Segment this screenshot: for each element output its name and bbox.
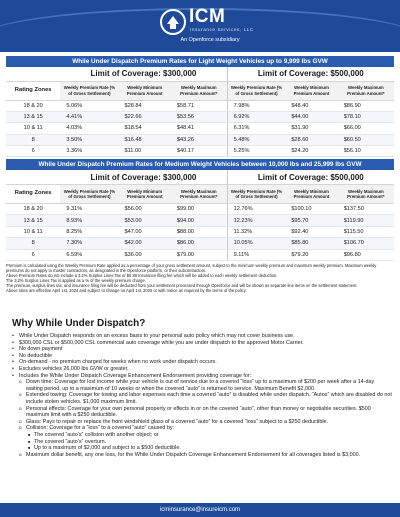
table-cell: 6.31% [227,123,285,134]
table-cell: $18.54 [119,123,171,134]
rating-zone-cell: 13 & 15 [6,111,60,122]
why-bullet: • On-demand - no premium charged for weeks when no work under dispatch occurs. [12,359,392,366]
table-cell: 12.76% [227,203,285,214]
note-line: The premium, surplus lines tax, and insurance filing fee will be deducted from your settlement processed through Openforce and will be shown as separate line items on the settlement statement. [6,282,358,288]
light-weight-table [6,67,394,157]
medium-col-min-b: Weekly Minimum Premium Amount [285,184,337,203]
table-cell: $60.50 [338,134,394,145]
table-cell: $96.80 [338,249,394,260]
light-col-min-b: Weekly Minimum Premium Amount [285,81,337,100]
logo-tagline: An Openforce subsidiary [180,37,240,43]
contact-email-link[interactable]: icminsurance@insureicm.com [159,507,241,513]
medium-col-max-a: Weekly Maximum Premium Amount* [171,184,227,203]
table-cell: $86.00 [171,238,227,249]
table-cell: $58.71 [171,100,227,111]
table-cell: 3.50% [60,134,118,145]
table-row [6,134,394,145]
collision-detail: ■ Up to a maximum of $2,000 and subject to a $500 deductible. [12,445,392,452]
coverage-item-personal-effects: o Personal effects: Coverage for your own personal property or effects in or on the covered “auto”, other than money or negotiable securities. $500 maximum limit with a $250 deductible. [12,406,392,419]
table-cell: 6.59% [60,249,118,260]
light-weight-title: While Under Dispatch Premium Rates for Light Weight Vehicles up to 9,999 lbs GVW [6,56,394,67]
light-col-min-a: Weekly Minimum Premium Amount [119,81,171,100]
table-cell: 5.25% [227,146,285,157]
why-bullet: • Excludes vehicles 26,000 lbs GVW or greater. [12,366,392,373]
why-body [12,333,392,458]
logo-mark-icon [159,8,187,36]
icm-logo [155,6,265,46]
table-cell: 9.11% [227,249,285,260]
table-cell: $56.00 [119,203,171,214]
medium-col-min-a: Weekly Minimum Premium Amount [119,184,171,203]
table-cell: $79.00 [171,249,227,260]
why-bullet: • No deductible [12,353,392,360]
coverage-item-towing: o Extended towing: Coverage for towing and labor expenses each time a covered “auto” is disabled while under dispatch. “Autos” which are disabled do not include stolen vehicles. $1,000 maximum limit. [12,392,392,405]
table-row [6,123,394,134]
table-cell: $115.50 [338,226,394,237]
rating-zone-cell: 10 & 11 [6,123,60,134]
table-cell: $53.56 [171,111,227,122]
table-cell: $47.00 [119,226,171,237]
table-cell: $106.70 [338,238,394,249]
note-line: Above rates are effective April 1st, 2024 and subject to change on April 1st, 2025 or with notice as required by the terms of the policy. [6,287,247,293]
rating-zone-cell: 13 & 15 [6,215,60,226]
table-cell: $95.70 [285,215,337,226]
light-limit-300k: Limit of Coverage: $300,000 [60,67,227,81]
table-cell: 7.98% [227,100,285,111]
why-heading: Why While Under Dispatch? [12,318,146,329]
logo-subtext: Insurance Services, LLC [190,27,254,32]
table-row [6,100,394,111]
table-cell: $100.10 [285,203,337,214]
coverage-item-downtime: o Down time: Coverage for lost income while your vehicle is out of service due to a covered “loss” up to a maximum of $200 per week after a 14-day waiting period, up to a maximum of 10 weeks or when the covered “auto” is returned to service. Maximum Benefit $2,000. [12,379,392,392]
table-cell: 6.92% [227,111,285,122]
table-cell: $56.10 [338,146,394,157]
table-cell: 8.93% [60,215,118,226]
rating-zone-cell: 6 [6,249,60,260]
table-cell: 11.32% [227,226,285,237]
light-col-rate-b: Weekly Premium Rate (% of Gross Settlement) [227,81,285,100]
coverage-item-maximum: o Maximum dollar benefit, any one loss, for the While Under Dispatch Coverage Enhancement Endorsement for all coverages listed is $3,000. [12,452,392,459]
rating-zone-cell: 6 [6,146,60,157]
table-cell: $119.90 [338,215,394,226]
rating-zone-cell: 18 & 20 [6,203,60,214]
table-cell: $53.00 [119,215,171,226]
table-cell: $99.00 [171,203,227,214]
note-line: The 3.2% Surplus Lines Tax is applied as a % of the weekly premium charge. [6,277,146,283]
table-cell: $48.41 [171,123,227,134]
table-row [6,111,394,122]
table-cell: $24.20 [285,146,337,157]
medium-weight-section [0,159,400,260]
why-bullet: • Includes the While Under Dispatch Coverage Enhancement Endorsement providing coverage for: [12,373,392,380]
table-cell: $88.00 [171,226,227,237]
table-row [6,226,394,237]
table-cell: 4.03% [60,123,118,134]
table-cell: $31.90 [285,123,337,134]
medium-zone-header: Rating Zones [6,184,60,203]
table-row [6,146,394,157]
table-cell: $11.00 [119,146,171,157]
rating-zone-cell: 10 & 11 [6,226,60,237]
table-cell: 9.31% [60,203,118,214]
table-cell: $85.80 [285,238,337,249]
table-cell: $44.00 [285,111,337,122]
table-cell: 4.41% [60,111,118,122]
table-cell: 12.23% [227,215,285,226]
medium-col-max-b: Weekly Maximum Premium Amount* [338,184,394,203]
medium-col-rate-b: Weekly Premium Rate (% of Gross Settlement) [227,184,285,203]
light-zone-header: Rating Zones [6,81,60,100]
medium-limit-500k: Limit of Coverage: $500,000 [227,170,394,184]
page-header [0,0,400,52]
coverage-item-glass: o Glass: Pays to repair or replace the front windshield glass of a covered “auto” for a covered “loss” subject to a $250 deductible. [12,419,392,426]
light-weight-section [0,56,400,157]
collision-detail: ■ The covered “auto’s” collision with another object; or [12,432,392,439]
table-cell: $40.17 [171,146,227,157]
table-cell: 8.25% [60,226,118,237]
coverage-item-collision: o Collision: Coverage for a “loss” to a covered “auto” caused by: [12,425,392,432]
medium-col-rate-a: Weekly Premium Rate (% of Gross Settlement) [60,184,118,203]
medium-weight-table [6,170,394,260]
logo-text: ICM [189,6,226,27]
why-bullet: • $300,000 CSL or $500,000 CSL commercial auto coverage while you are under dispatch to the approved Motor Carrier. [12,340,392,347]
table-cell: $66.00 [338,123,394,134]
rating-zone-cell: 18 & 20 [6,100,60,111]
premium-notes [0,261,400,293]
page-footer [0,503,400,517]
collision-detail: ■ The covered “auto’s” overturn. [12,439,392,446]
table-cell: $137.50 [338,203,394,214]
table-cell: $86.90 [338,100,394,111]
note-line: Above Premium Rates do not include a 3.2% Surplus Lines Tax or $0.88 Insurance filing fee which will be added to each weekly settlement deduction. [6,272,278,278]
table-cell: $42.00 [119,238,171,249]
light-limit-500k: Limit of Coverage: $500,000 [227,67,394,81]
note-line: Premium is calculated using the Weekly Premium Rate applied as a percentage of your gross settlement amount, subject to the minimum weekly premium and maximum weekly premium. Maximum weekly premiums do not apply to master contractors, as designated in the Openforce platform, or their subcontractors. [6,262,377,273]
table-cell: $36.00 [119,249,171,260]
table-cell: $48.40 [285,100,337,111]
table-cell: 7.30% [60,238,118,249]
table-cell: 5.06% [60,100,118,111]
medium-limit-300k: Limit of Coverage: $300,000 [60,170,227,184]
medium-weight-title: While Under Dispatch Premium Rates for Medium Weight Vehicles between 10,000 lbs and 25,999 lbs GVW [6,159,394,170]
table-row [6,203,394,214]
table-row [6,215,394,226]
table-cell: 3.36% [60,146,118,157]
light-col-rate-a: Weekly Premium Rate (% of Gross Settlement) [60,81,118,100]
table-cell: $94.00 [171,215,227,226]
table-cell: $22.66 [119,111,171,122]
table-cell: $28.60 [285,134,337,145]
why-bullet: • No down payment [12,346,392,353]
table-row [6,249,394,260]
table-cell: $28.84 [119,100,171,111]
why-bullet: • While Under Dispatch responds on an excess basis to your personal auto policy which may not cover business use. [12,333,392,340]
light-col-max-a: Weekly Maximum Premium Amount* [171,81,227,100]
table-cell: $79.20 [285,249,337,260]
table-cell: $78.10 [338,111,394,122]
rating-zone-cell: 8 [6,134,60,145]
table-cell: $43.26 [171,134,227,145]
table-row [6,238,394,249]
light-col-max-b: Weekly Maximum Premium Amount* [338,81,394,100]
table-cell: $92.40 [285,226,337,237]
table-cell: 5.48% [227,134,285,145]
table-cell: $16.48 [119,134,171,145]
table-cell: 10.05% [227,238,285,249]
rating-zone-cell: 8 [6,238,60,249]
